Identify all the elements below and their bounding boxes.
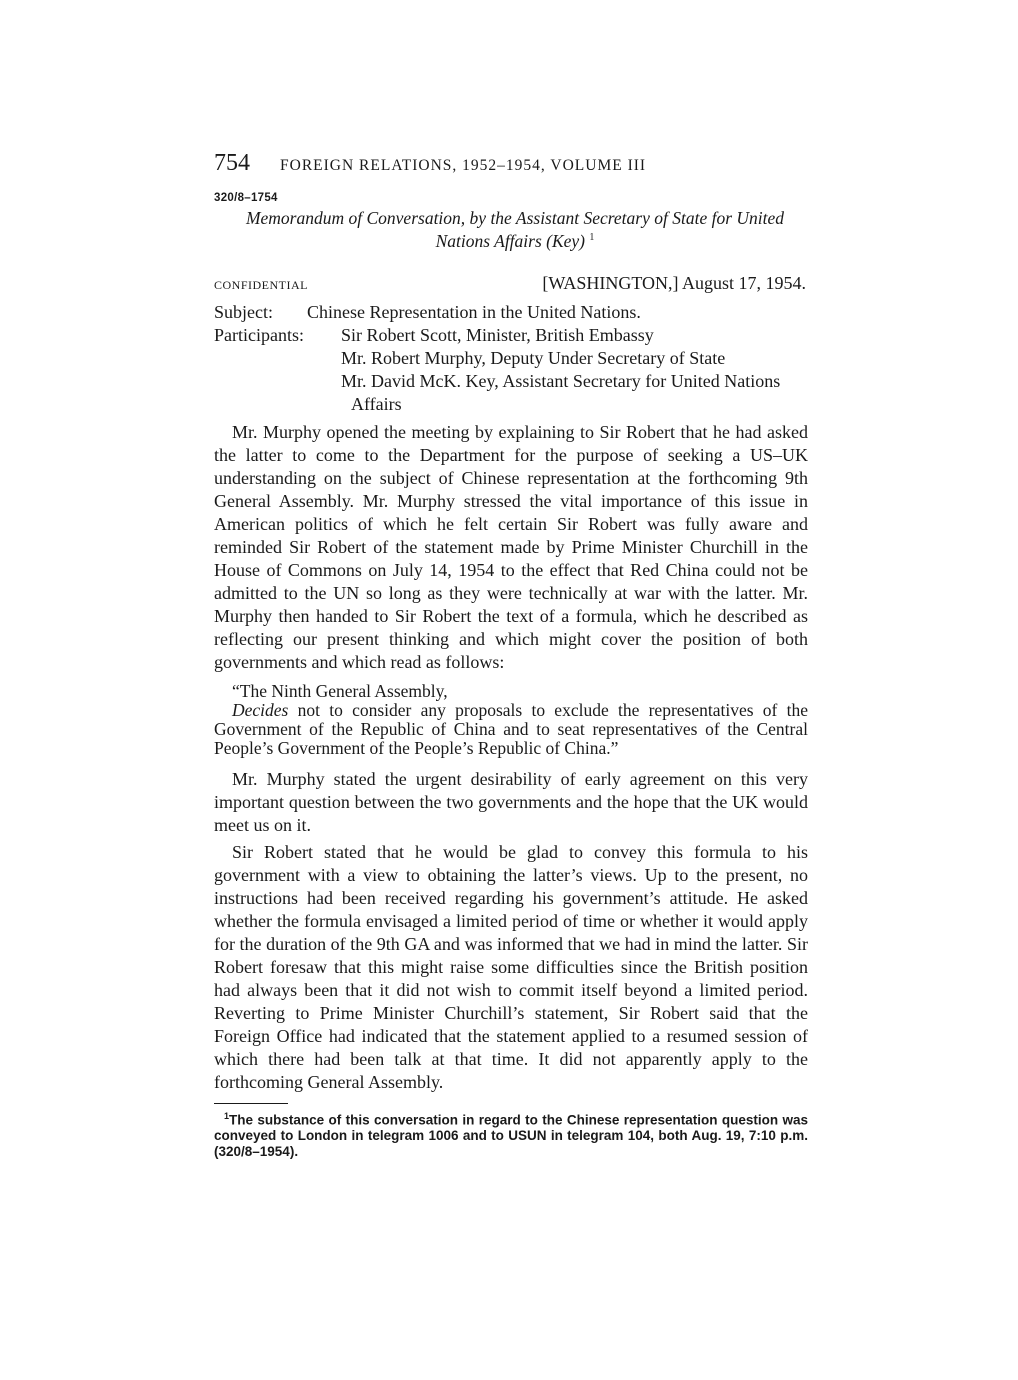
footnote — [214, 1108, 808, 1161]
participants-label: Participants: — [214, 324, 304, 345]
document-title — [214, 208, 808, 251]
participant-item: Mr. David McK. Key, Assistant Secretary for United Nations Affairs — [341, 370, 781, 414]
participants-row — [214, 324, 808, 416]
footnote-marker: 1 — [224, 1110, 230, 1121]
document-page — [214, 150, 808, 1160]
footnote-text: The substance of this conversation in regard to the Chinese representation question was conveyed to London in telegram 1006 and to USUN in telegram 104, both Aug. 19, 7:10 p.m. (320/8–1954). — [214, 1112, 808, 1160]
participant-item: Sir Robert Scott, Minister, British Embassy — [341, 324, 654, 345]
subject-text: Chinese Representation in the United Nations. — [307, 301, 641, 322]
file-number: 320/8–1754 — [214, 192, 278, 204]
running-head — [214, 150, 808, 184]
classification-row — [214, 273, 808, 294]
body-paragraph-1: Mr. Murphy opened the meeting by explaining to Sir Robert that he had asked the latter to come to the Department for the purpose of seeking a US–UK understanding on the subject of Chinese representation at the forthcoming 9th General Assembly. Mr. Murphy stressed the vital importance of this issue in American politics of which he felt certain Sir Robert was fully aware and reminded Sir Robert of the statement made by Prime Minister Churchill in the House of Commons on July 14, 1954 to the effect that Red China could not be admitted to the UN so long as they were technically at war with the latter. Mr. Murphy then handed to Sir Robert the text of a formula, which he described as reflecting our present thinking and which might cover the position of both governments and which read as follows: — [214, 421, 808, 672]
body-paragraph-2: Mr. Murphy stated the urgent desirability of early agreement on this very important question between the two governments and the hope that the UK would meet us on it. — [214, 768, 808, 835]
participant-list — [341, 324, 808, 416]
title-footnote-marker: 1 — [589, 232, 595, 243]
subject-row — [214, 301, 808, 324]
document-title-text: Memorandum of Conversation, by the Assistant Secretary of State for United Nations Affairs (Key) — [245, 208, 785, 251]
quote-opening-line: “The Ninth General Assembly, — [232, 680, 448, 701]
quote-body — [214, 701, 808, 758]
classification-label: CONFIDENTIAL — [214, 277, 308, 292]
resolution-quote — [214, 682, 808, 758]
footnote-divider — [214, 1103, 288, 1104]
participant-item: Mr. Robert Murphy, Deputy Under Secretary of State — [341, 347, 726, 368]
page-number: 754 — [214, 150, 250, 176]
quote-text: not to consider any proposals to exclude the representatives of the Government of the Republic of China and to seat representatives of the Central People’s Government of the People’s Republic of China.” — [214, 699, 808, 758]
dateline: [WASHINGTON,] August 17, 1954. — [542, 272, 806, 293]
subject-label: Subject: — [214, 301, 273, 322]
running-title: FOREIGN RELATIONS, 1952–1954, VOLUME III — [280, 157, 647, 174]
body-paragraph-3: Sir Robert stated that he would be glad to convey this formula to his government with a view to obtaining the latter’s views. Up to the present, no instructions had been received regarding his government’s attitude. He asked whether the formula envisaged a limited period of time or whether it would apply for the duration of the 9th GA and was informed that we had in mind the latter. Sir Robert foresaw that this might raise some difficulties since the British position had always been that it did not wish to commit itself beyond a limited period. Reverting to Prime Minister Churchill’s statement, Sir Robert said that the Foreign Office had indicated that the statement applied to a resumed session of which there had been talk at that time. It did not apparently apply to the forthcoming General Assembly. — [214, 841, 808, 1092]
quote-italic-word: Decides — [232, 699, 289, 720]
